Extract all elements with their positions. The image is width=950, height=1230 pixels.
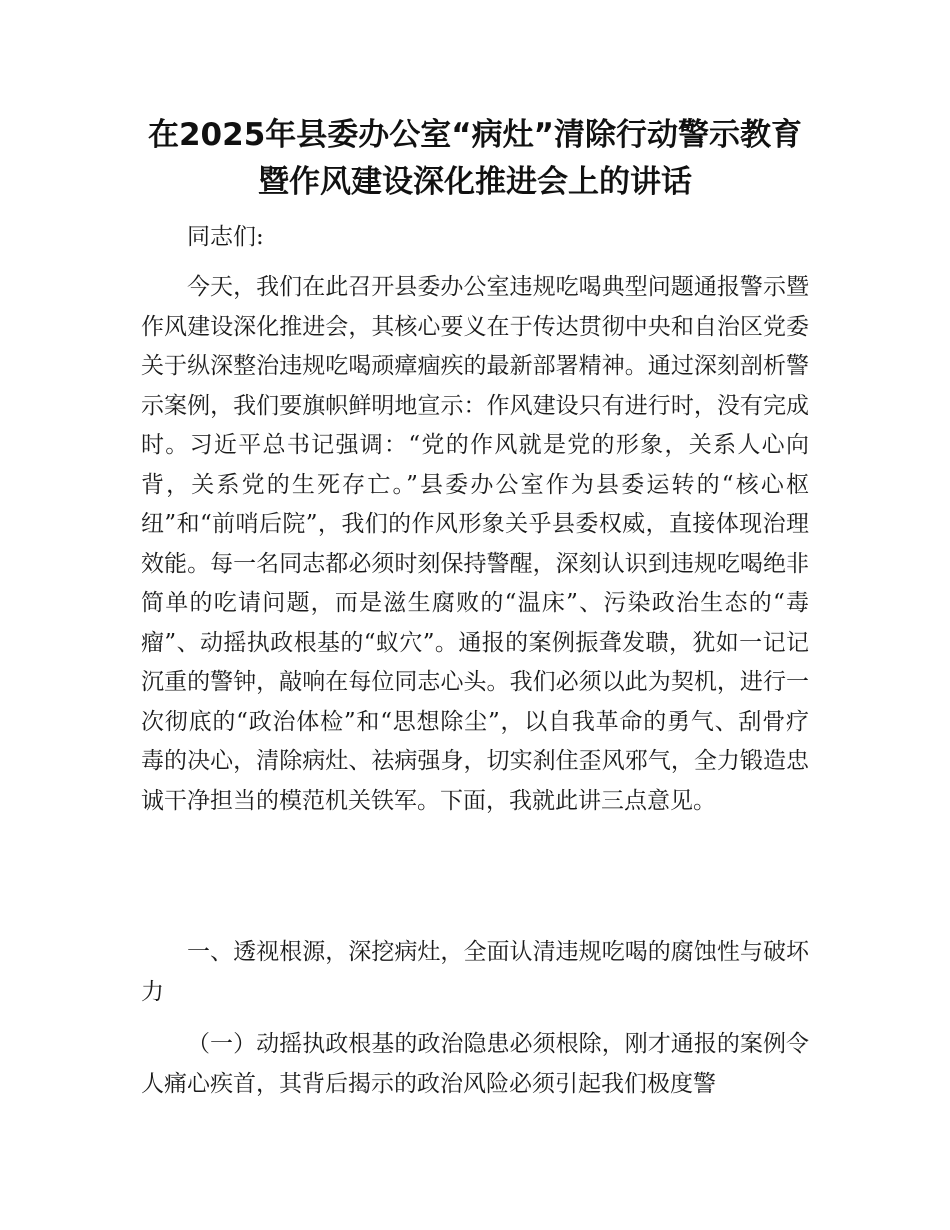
paragraph-introduction: 今天，我们在此召开县委办公室违规吃喝典型问题通报警示暨作风建设深化推进会，其核心要义在于传达贯彻中央和自治区党委关于纵深整治违规吃喝顽瘴痼疾的最新部署精神。通过深刻剖析警示案例，我们要旗帜鲜明地宣示：作风建设只有进行时，没有完成时。习近平总书记强调：“党的作风就是党的形象，关系人心向背，关系党的生死存亡。”县委办公室作为县委运转的“核心枢纽”和“前哨后院”，我们的作风形象关乎县委权威，直接体现治理效能。每一名同志都必须时刻保持警醒，深刻认识到违规吃喝绝非简单的吃请问题，而是滋生腐败的“温床”、污染政治生态的“毒瘤”、动摇执政根基的“蚁穴”。通报的案例振聋发聩，犹如一记记沉重的警钟，敲响在每位同志心头。我们必须以此为契机，进行一次彻底的“政治体检”和“思想除尘”，以自我革命的勇气、刮骨疗毒的决心，清除病灶、祛病强身，切实刹住歪风邪气，全力锻造忠诚干净担当的模范机关铁军。下面，我就此讲三点意见。 [141, 274, 809, 814]
paragraph-subsection-1: （一）动摇执政根基的政治隐患必须根除，刚才通报的案例令人痛心疾首，其背后揭示的政治风险必须引起我们极度警 [141, 1031, 809, 1097]
document-title: 在2025年县委办公室“病灶”清除行动警示教育暨作风建设深化推进会上的讲话 [147, 117, 803, 200]
section-heading-1: 一、透视根源，深挖病灶，全面认清违规吃喝的腐蚀性与破坏力 [141, 939, 809, 1005]
salutation: 同志们: [187, 224, 264, 250]
